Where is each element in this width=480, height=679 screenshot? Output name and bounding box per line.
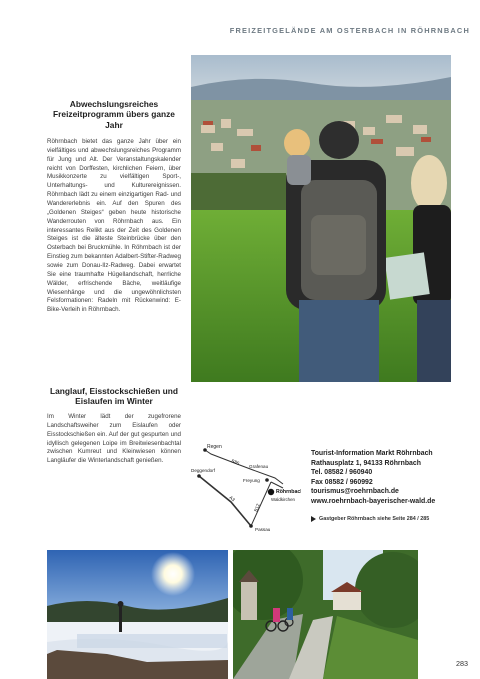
contact-web[interactable]: www.roehrnbach-bayerischer-wald.de — [311, 497, 436, 505]
arrow-right-icon — [311, 516, 316, 522]
location-map — [191, 442, 301, 534]
contact-tel: Tel. 08582 / 960940 — [311, 469, 373, 477]
contact-address: Rathausplatz 1, 94133 Röhrnbach — [311, 459, 421, 467]
map-label-passau: Passau — [255, 527, 271, 532]
cycling-photo — [233, 550, 418, 679]
map-marker-freyung — [265, 478, 269, 482]
map-label-waldkirchen: Waldkirchen — [271, 497, 295, 502]
section-body-winter: Im Winter lädt der zugefrorene Landschaftsweiher zum Eislaufen oder Eisstockschießen ein. Auf der gut gespurten und idyllisch gelegenen Loipe im Breitwiesenbachtal zwischen Kumreut und Kleinwiesen können Langläufer die Winterlandschaft genießen. — [47, 413, 181, 465]
section-body-freizeitprogramm: Röhrnbach bietet das ganze Jahr über ein vielfältiges und abwechslungsreiches Programm für Jung und Alt. Der Veranstaltungskalender reicht von Dorffesten, kirchlichen Feiern, über Musikkonzerte zu vielfältigen Sport-, Unterhaltungs- und Kulturereignissen. Röhrnbach lädt zu einem einzigartigen Rad- und Wandererlebnis ein. Auf den Spuren des „Goldenen Steiges“ geben heute historische Wanderrouten von Röhrnbach aus. Ein interessantes Relikt aus der Zeit des Goldenen Steiges ist die älteste Steinbrücke über den Osterbach bei Bruckmühle. In Röhrnbach ist der Einstieg zum bekannten Adalbert-Stifter-Radweg sowie zum Donau-Ilz-Radweg. Dabei erwartet Sie eine traumhafte Hügellandschaft, herrliche Wälder, erfrischende Bäche, weitläufige Wiesenhänge und die ungewöhnlichsten Felsformationen: Radeln mit Rückenwind: E-Bike-Verleih in Röhrnbach. — [47, 138, 181, 314]
map-marker-roehrnbach — [268, 489, 274, 495]
contact-email[interactable]: tourismus@roehrnbach.de — [311, 488, 399, 496]
map-label-roehrnbach: Röhrnbach — [276, 489, 301, 495]
map-label-regen: Regen — [207, 444, 222, 450]
map-label-grafenau: Grafenau — [249, 464, 269, 469]
map-road-a3: A3 — [228, 494, 236, 503]
section-heading-freizeitprogramm: Abwechslungsreiches Freizeitprogramm übers ganze Jahr — [53, 99, 175, 130]
section-heading-winter: Langlauf, Eisstockschießen und Eislaufen im Winter — [50, 386, 178, 407]
hero-photo-family-overlooking-village — [191, 55, 451, 382]
map-label-deggendorf: Deggendorf — [191, 468, 216, 473]
contact-block — [311, 449, 435, 506]
winter-photo — [47, 550, 228, 679]
map-label-freyung: Freyung — [243, 478, 260, 483]
map-marker-passau — [249, 524, 253, 528]
contact-fax: Fax 08582 / 960992 — [311, 478, 373, 486]
host-reference-text: Gastgeber Röhrnbach siehe Seite 284 / 285 — [319, 516, 430, 522]
contact-name: Tourist-Information Markt Röhrnbach — [311, 450, 433, 457]
map-road-b12: B12 — [253, 502, 261, 513]
host-reference — [311, 516, 429, 522]
map-road-b85: B85 — [230, 458, 241, 466]
page-number: 283 — [456, 659, 468, 668]
page-header: FREIZEITGELÄNDE AM OSTERBACH IN RÖHRNBACH — [229, 26, 470, 35]
map-marker-deggendorf — [197, 474, 201, 478]
